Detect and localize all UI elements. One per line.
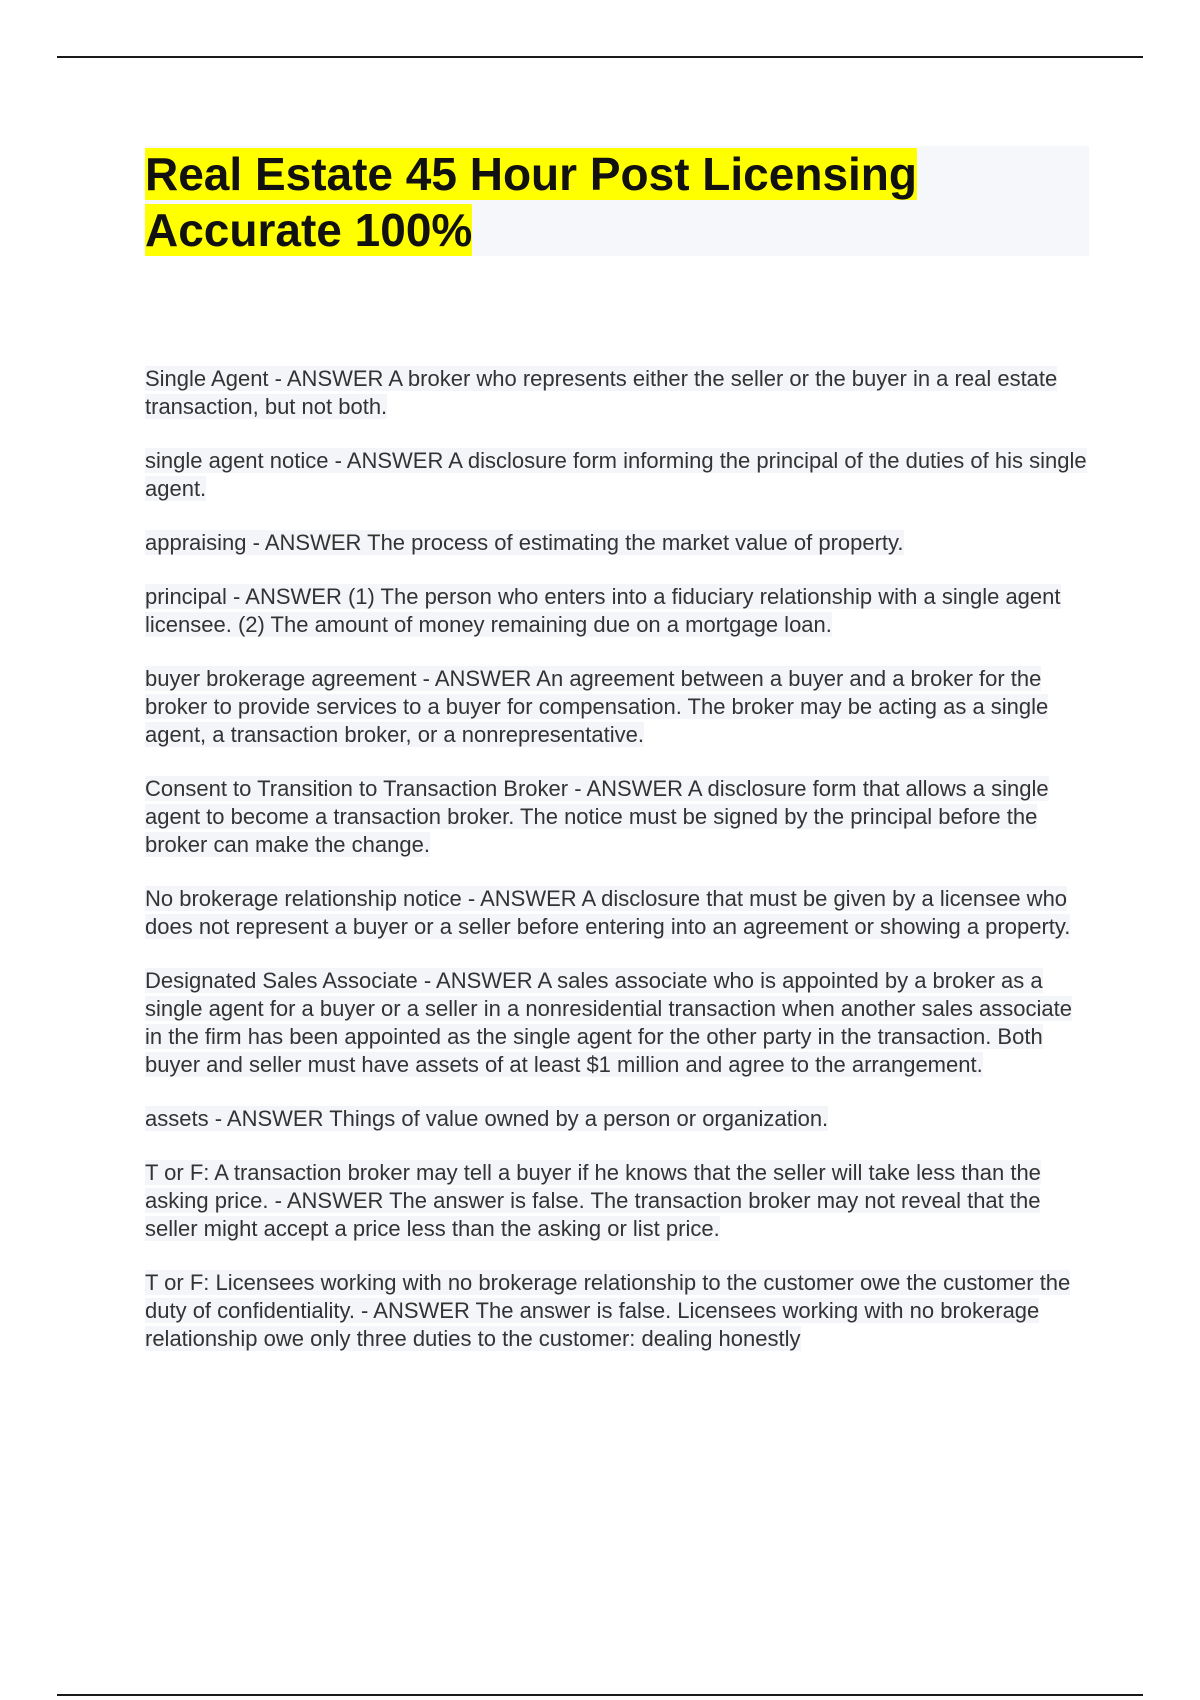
list-item [145, 885, 1089, 941]
entry-text: appraising - ANSWER The process of estimating the market value of property. [145, 530, 904, 555]
list-item [145, 1105, 1089, 1133]
list-item [145, 583, 1089, 639]
list-item [145, 447, 1089, 503]
entry-text: Consent to Transition to Transaction Broker - ANSWER A disclosure form that allows a single agent to become a transaction broker. The notice must be signed by the principal before the broker can make the change. [145, 776, 1049, 857]
entry-text: principal - ANSWER (1) The person who enters into a fiduciary relationship with a single agent licensee. (2) The amount of money remaining due on a mortgage loan. [145, 584, 1061, 637]
entry-text: T or F: Licensees working with no brokerage relationship to the customer owe the customer the duty of confidentiality. - ANSWER The answer is false. Licensees working with no brokerage relationship owe only three duties to the customer: dealing honestly [145, 1270, 1071, 1351]
list-item [145, 665, 1089, 749]
entry-text: T or F: A transaction broker may tell a buyer if he knows that the seller will take less than the asking price. - ANSWER The answer is false. The transaction broker may not reveal that the seller might accept a price less than the asking or list price. [145, 1160, 1041, 1241]
entry-list [145, 365, 1089, 1379]
list-item [145, 365, 1089, 421]
entry-text: buyer brokerage agreement - ANSWER An agreement between a buyer and a broker for the broker to provide services to a buyer for compensation. The broker may be acting as a single agent, a transaction broker, or a nonrepresentative. [145, 666, 1049, 747]
entry-text: No brokerage relationship notice - ANSWER A disclosure that must be given by a licensee who does not represent a buyer or a seller before entering into an agreement or showing a property. [145, 886, 1071, 939]
list-item [145, 1159, 1089, 1243]
list-item [145, 967, 1089, 1079]
document-title [145, 146, 1089, 258]
list-item [145, 1269, 1089, 1353]
document-title-highlight: Real Estate 45 Hour Post Licensing Accurate 100% [145, 148, 918, 256]
bottom-rule [57, 1694, 1143, 1696]
list-item [145, 529, 1089, 557]
entry-text: single agent notice - ANSWER A disclosure form informing the principal of the duties of his single agent. [145, 448, 1087, 501]
entry-text: Single Agent - ANSWER A broker who represents either the seller or the buyer in a real estate transaction, but not both. [145, 366, 1058, 419]
title-block [145, 146, 1089, 256]
list-item [145, 775, 1089, 859]
entry-text: assets - ANSWER Things of value owned by a person or organization. [145, 1106, 829, 1131]
top-rule [57, 56, 1143, 58]
entry-text: Designated Sales Associate - ANSWER A sales associate who is appointed by a broker as a single agent for a buyer or a seller in a nonresidential transaction when another sales associate in the firm has been appointed as the single agent for the other party in the transaction. Both buyer and seller must have assets of at least $1 million and agree to the arrangement. [145, 968, 1072, 1077]
